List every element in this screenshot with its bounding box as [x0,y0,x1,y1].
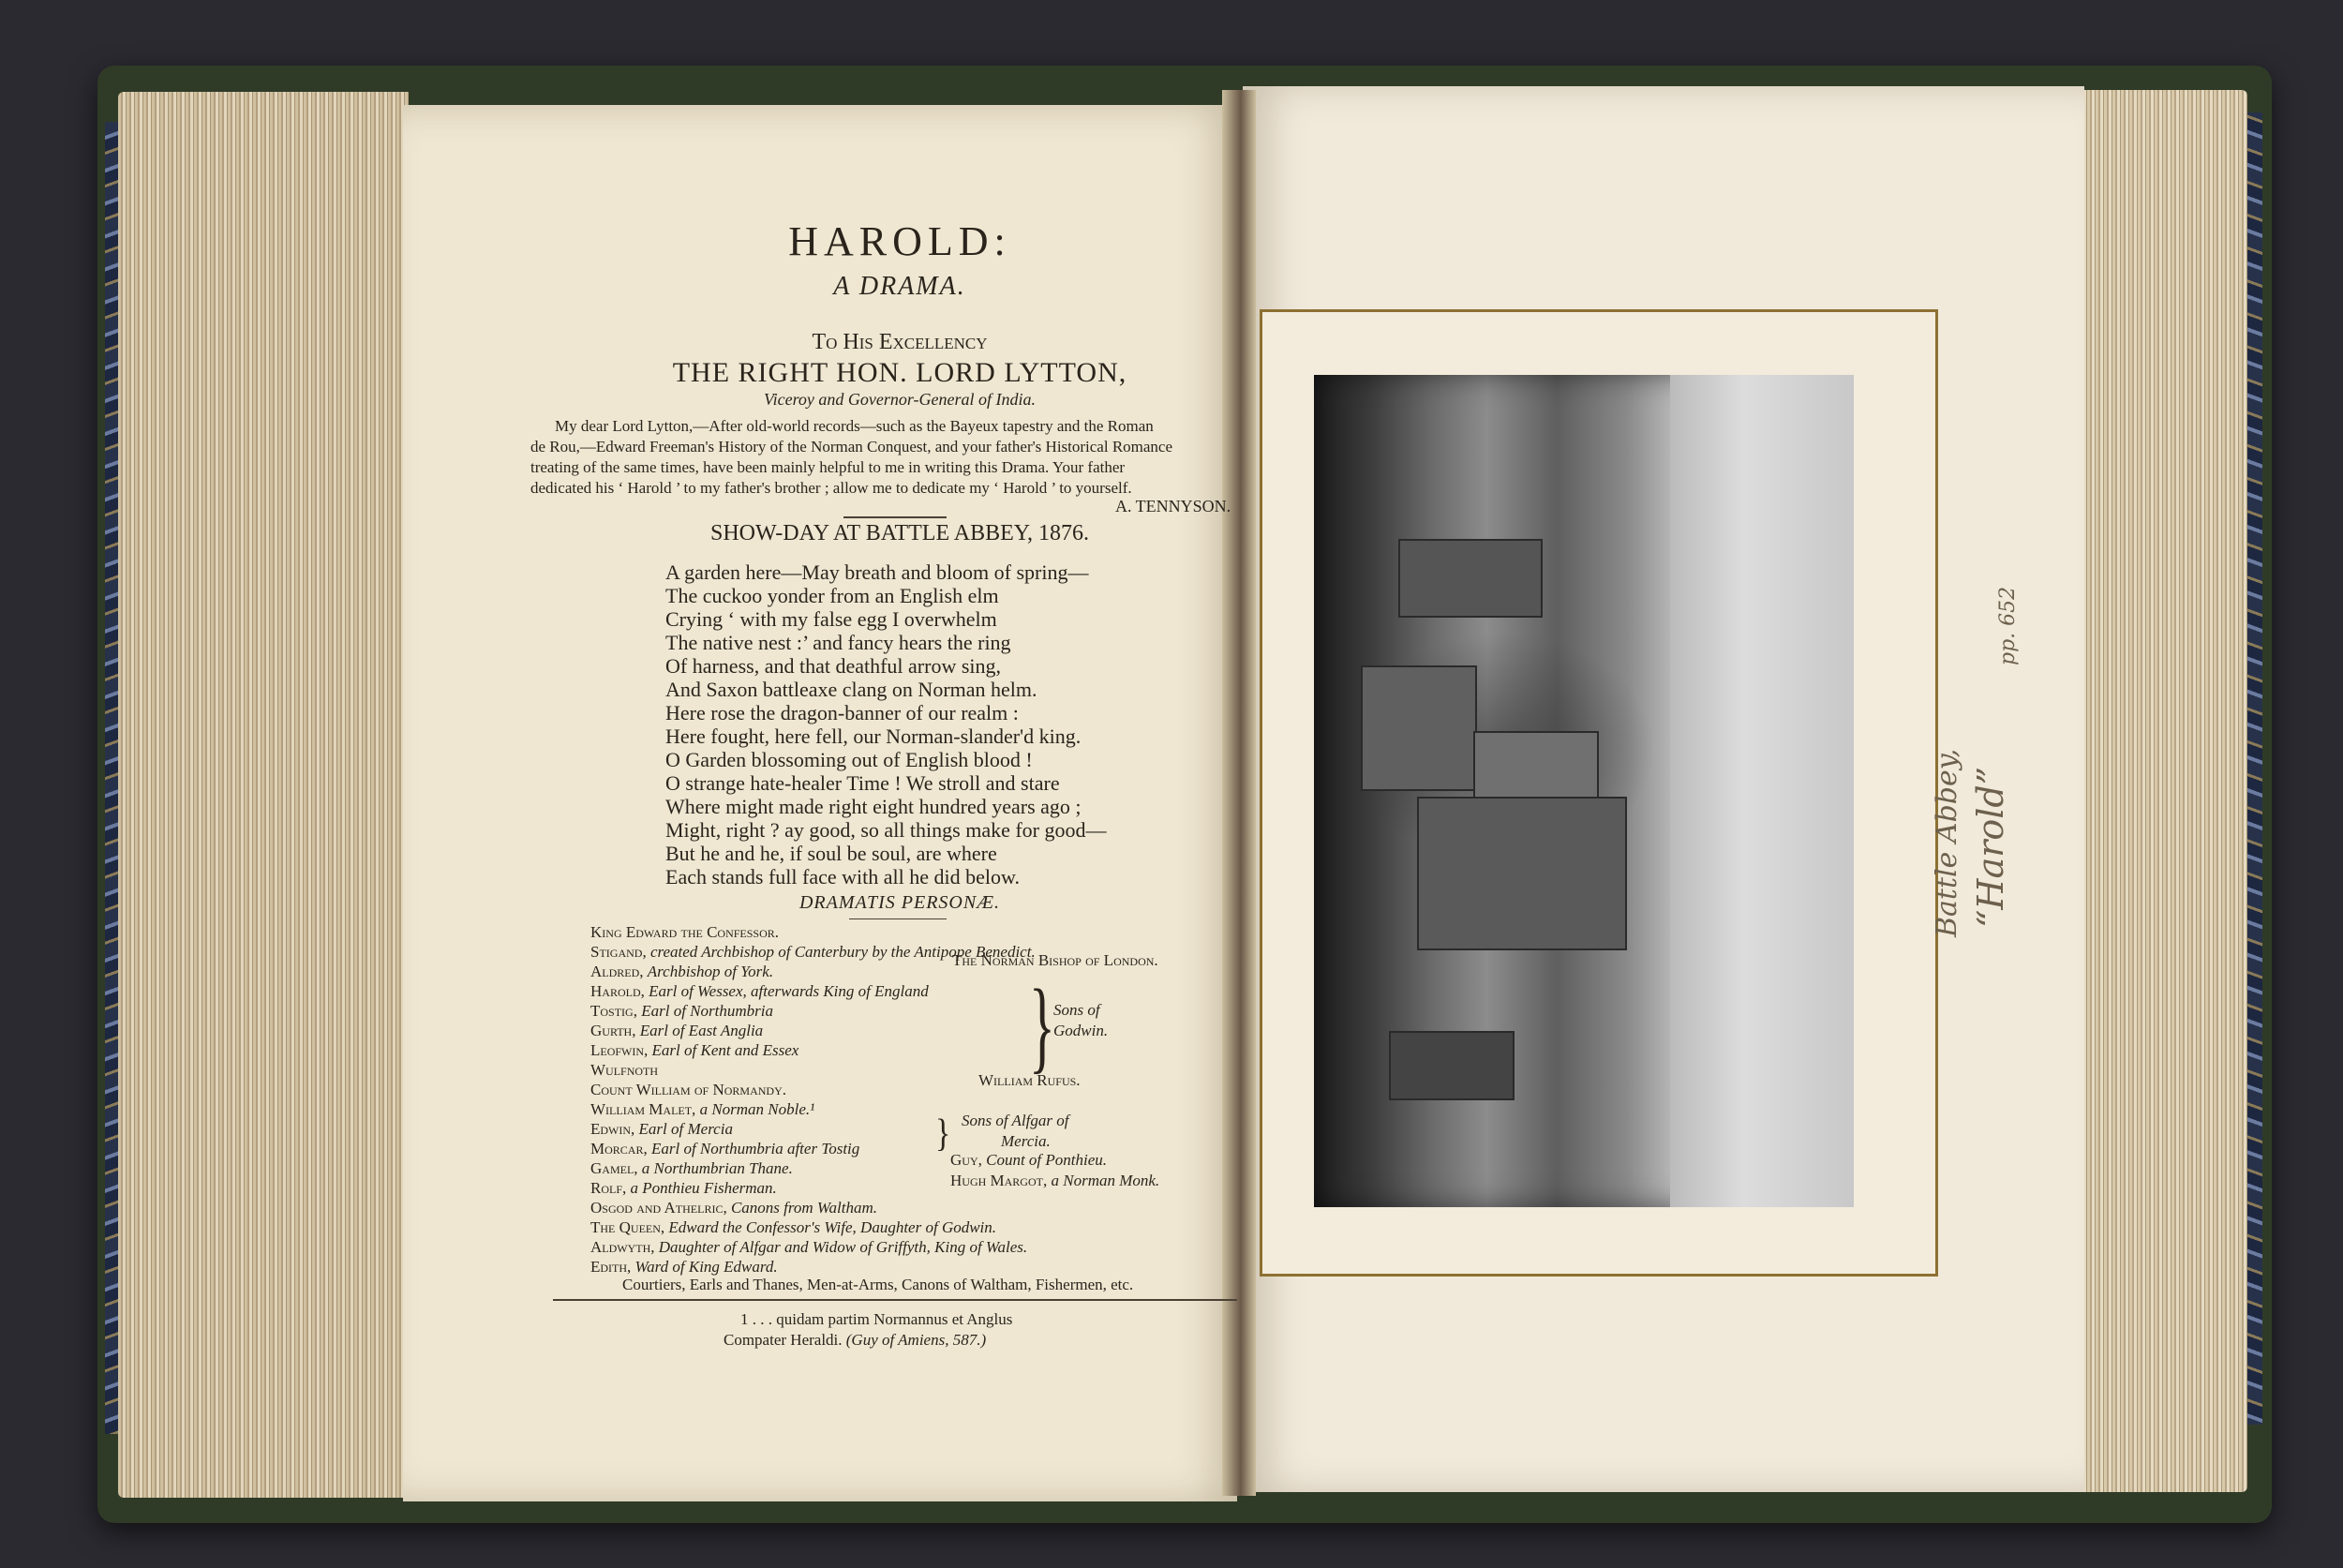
poem-line: Each stands full face with all he did below. [665,865,1020,889]
dedication-to: To His Excellency [812,330,988,354]
personae-heading: DRAMATIS PERSONÆ. [798,892,1000,913]
persona-desc: Earl of Wessex, afterwards King of England [649,982,929,1000]
tower-shape [1417,797,1627,950]
poem-line: Might, right ? ay good, so all things make for good— [665,818,1107,842]
persona [590,1179,777,1198]
persona-desc: created Archbishop of Canterbury by the Antipope Benedict. [649,943,1036,961]
persona-name: William Malet, [590,1100,696,1118]
persona [590,1061,658,1080]
tower-shape [1398,539,1543,618]
poem-line: O strange hate-healer Time ! We stroll and stare [665,771,1060,795]
hugh-margot [950,1172,1159,1190]
poem-line: Of harness, and that deathful arrow sing, [665,654,1002,678]
guy-count [950,1151,1107,1170]
persona [590,1022,763,1040]
dedicatee-role: Viceroy and Governor-General of India. [763,390,1037,409]
persona-desc: Earl of Northumbria [641,1002,773,1020]
tower-shape [1361,665,1477,791]
persona-desc: a Ponthieu Fisherman. [630,1179,777,1197]
sons-of-alfgar: Mercia. [1001,1132,1051,1150]
persona-desc: a Norman Monk. [1051,1172,1160,1189]
play-subtitle: A DRAMA. [833,272,966,301]
persona-name: Harold, [590,982,645,1000]
photo-caption: “Harold” [1970,766,2011,928]
persona-name: Rolf, [590,1179,627,1197]
photo-detail [1314,375,1854,1207]
persona [590,963,773,981]
dedication-line: de Rou,—Edward Freeman's History of the Norman Conquest, and your father's Historical Romance [530,438,1173,455]
photo-caption: Battle Abbey, [1931,748,1963,937]
persona-name: Gurth, [590,1022,636,1039]
book-gutter [1222,90,1256,1496]
poem-line: Where might made right eight hundred years ago ; [665,795,1082,818]
persona-name: Guy, [950,1151,982,1169]
persona-name: Tostig, [590,1002,637,1020]
footnote: 1 . . . quidam partim Normannus et Anglus [740,1310,1013,1328]
poem-line: O Garden blossoming out of English blood ! [665,748,1033,771]
norman-bishop: The Norman Bishop of London. [952,951,1158,969]
persona-desc: Canons from Waltham. [730,1199,877,1217]
dedication-line: My dear Lord Lytton,—After old-world records—such as the Bayeux tapestry and the Roman [555,417,1154,435]
persona [590,1120,733,1139]
sons-of-alfgar: Sons of Alfgar of [962,1112,1069,1129]
persona-desc: Earl of Northumbria after Tostig [650,1140,860,1157]
persona [590,1081,786,1099]
persona-desc: Count of Ponthieu. [986,1151,1108,1169]
dedicatee: THE RIGHT HON. LORD LYTTON, [672,357,1127,388]
tower-shape [1389,1031,1515,1100]
persona [590,1159,793,1178]
persona-desc: Edward the Confessor's Wife, Daughter of Godwin. [668,1218,997,1236]
poem-line: The native nest :’ and fancy hears the ring [665,631,1011,654]
poem-line: The cuckoo yonder from an English elm [665,584,999,607]
persona-name: Aldwyth, [590,1238,655,1256]
persona-name: Count William of Normandy. [590,1081,787,1098]
page-edges-left [118,92,409,1498]
persona [590,1199,877,1217]
persona-name: King Edward the Confessor. [590,923,780,941]
persona-desc: Earl of Mercia [638,1120,733,1138]
closing-line: Courtiers, Earls and Thanes, Men-at-Arms, Canons of Waltham, Fishermen, etc. [622,1276,1134,1293]
dedication-line: treating of the same times, have been mainly helpful to me in writing this Drama. Your father [530,458,1126,476]
persona-name: Aldred, [590,963,644,980]
play-title: HAROLD: [788,218,1011,264]
persona-desc: Earl of Kent and Essex [651,1041,799,1059]
persona-name: The Queen, [590,1218,665,1236]
footnote-rule [553,1299,1237,1301]
persona-name: Osgod and Athelric, [590,1199,727,1217]
poem-line: But he and he, if soul be soul, are where [665,842,997,865]
sons-of-godwin: Sons of [1053,1001,1100,1019]
poem-line: Here rose the dragon-banner of our realm : [665,701,1019,724]
footnote-text: Compater Heraldi. [724,1331,843,1349]
poem-line: Crying ‘ with my false egg I overwhelm [665,607,997,631]
persona-desc: a Northumbrian Thane. [641,1159,793,1177]
persona [590,1041,798,1060]
persona-name: Edwin, [590,1120,635,1138]
persona-desc: Daughter of Alfgar and Widow of Griffyth, King of Wales. [658,1238,1028,1256]
poem-line: And Saxon battleaxe clang on Norman helm. [665,678,1037,701]
persona [590,1238,1027,1257]
william-rufus: William Rufus. [978,1071,1081,1089]
persona-name: Leofwin, [590,1041,649,1059]
sons-of-godwin: Godwin. [1053,1022,1109,1039]
persona-desc: a Norman Noble.¹ [699,1100,815,1118]
footnote-source: (Guy of Amiens, 587.) [845,1331,987,1349]
persona-name: Gamel, [590,1159,638,1177]
section-divider [843,516,947,518]
persona [590,1100,814,1119]
persona-desc: Ward of King Edward. [634,1258,778,1276]
persona [590,1258,778,1277]
page-reference: pp. 652 [1996,586,2020,665]
signature: A. TENNYSON. [1115,497,1231,515]
persona-desc: Earl of East Anglia [639,1022,764,1039]
persona [590,1140,859,1158]
persona-name: Stigand, [590,943,647,961]
persona-name: Wulfnoth [590,1061,659,1079]
footnote [724,1331,986,1350]
poem-title: SHOW-DAY AT BATTLE ABBEY, 1876. [709,521,1090,545]
persona [590,982,929,1001]
persona [590,923,779,942]
brace-godwin: } [1029,967,1055,1083]
persona-desc: Archbishop of York. [647,963,774,980]
persona-name: Hugh Margot, [950,1172,1048,1189]
page-edges-right [2079,90,2247,1492]
dedication-line: dedicated his ‘ Harold ’ to my father's brother ; allow me to dedicate my ‘ Harold ’ to yourself. [530,479,1132,497]
persona [590,1218,996,1237]
personae-divider [849,918,947,919]
poem-line: A garden here—May breath and bloom of spring— [665,560,1089,584]
persona-name: Morcar, [590,1140,648,1157]
persona [590,1002,773,1021]
brace-alfgar: } [935,1113,951,1155]
lawn-shape [1670,375,1854,1207]
poem-line: Here fought, here fell, our Norman-slander'd king. [665,724,1082,748]
persona-name: Edith, [590,1258,632,1276]
